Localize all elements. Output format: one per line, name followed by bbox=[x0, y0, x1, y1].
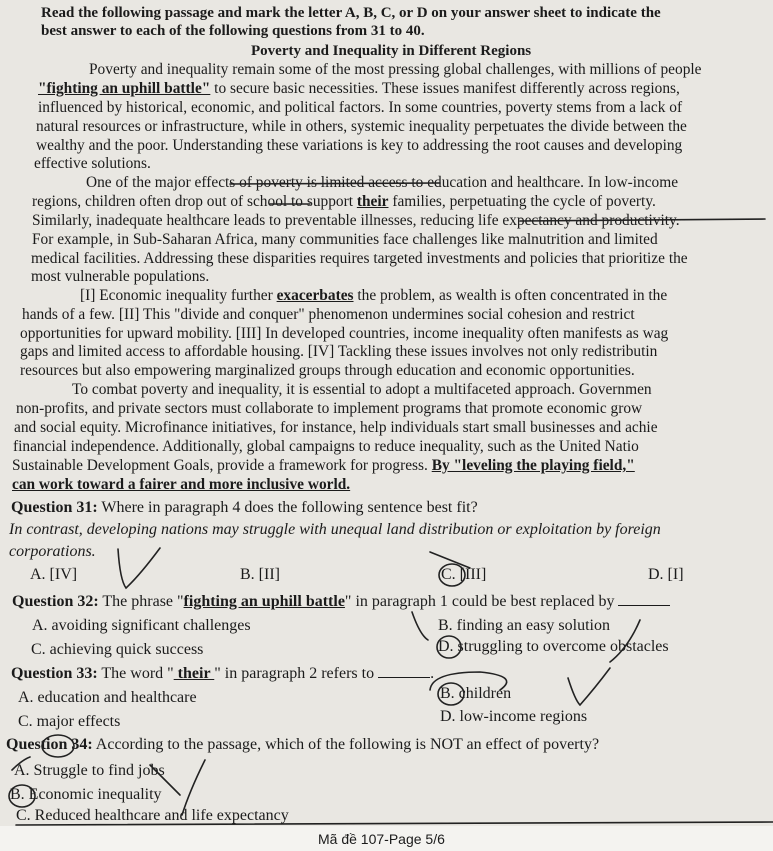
p4-line-5-text: Sustainable Development Goals, provide a framework for progress. bbox=[12, 457, 432, 474]
p4-line-3: and social equity. Microfinance initiatives, for instance, help individuals start small businesses and achie bbox=[14, 419, 658, 436]
check-mark-q31 bbox=[118, 548, 160, 588]
p2-line-3: Similarly, inadequate healthcare leads to preventable illnesses, reducing life expectancy and productivity. bbox=[32, 212, 680, 229]
q32-phrase: fighting an uphill battle bbox=[183, 593, 345, 610]
q31-option-d[interactable]: D. [I] bbox=[648, 566, 684, 583]
q34-option-c[interactable]: C. Reduced healthcare and life expectancy bbox=[16, 807, 289, 824]
q32-answer-blank[interactable] bbox=[618, 593, 670, 606]
q32-text-pre: The phrase " bbox=[98, 593, 184, 610]
passage-title: Poverty and Inequality in Different Regions bbox=[251, 43, 532, 59]
exam-code: Mã đề 107-Page 5/6 bbox=[318, 831, 445, 847]
p3-line-1 bbox=[80, 287, 667, 305]
p4-line-1: To combat poverty and inequality, it is essential to adopt a multifaceted approach. Governmen bbox=[72, 381, 652, 398]
q32-option-c[interactable]: C. achieving quick success bbox=[31, 641, 204, 658]
q34-stem bbox=[6, 736, 599, 754]
q31-sentence-line-1: In contrast, developing nations may struggle with unequal land distribution or exploitation by foreign bbox=[9, 521, 661, 538]
p3-line-3: opportunities for upward mobility. [III] In developed countries, income inequality often manifests as wag bbox=[20, 325, 669, 342]
q31-stem bbox=[11, 499, 478, 517]
q32-stem bbox=[12, 593, 670, 611]
p3-line-4: gaps and limited access to affordable housing. [IV] Tackling these issues involves not only redistributin bbox=[20, 343, 658, 360]
q34-label: Question 34: bbox=[6, 736, 93, 753]
q31-label: Question 31: bbox=[11, 499, 98, 516]
q32-option-d[interactable]: D. struggling to overcome obstacles bbox=[438, 638, 669, 655]
p1-line-5: wealthy and the poor. Understanding these variations is key to addressing the root causes and developing bbox=[36, 137, 683, 154]
p4-line-6: can work toward a fairer and more inclusive world. bbox=[12, 476, 351, 493]
q33-word: their bbox=[173, 665, 215, 682]
p4-line-2: non-profits, and private sectors must collaborate to implement programs that promote economic grow bbox=[16, 400, 643, 417]
q33-option-b[interactable]: B. children bbox=[440, 685, 512, 702]
p3-line-2: hands of a few. [II] This "divide and conquer" phenomenon undermines social cohesion and restrict bbox=[22, 306, 635, 323]
p1-line-2-text: to secure basic necessities. These issues manifest differently across regions, bbox=[210, 80, 680, 97]
p3-line-1-text-a: [I] Economic inequality further bbox=[80, 287, 277, 304]
q31-option-a[interactable]: A. [IV] bbox=[30, 566, 78, 583]
q31-option-b[interactable]: B. [II] bbox=[240, 566, 280, 583]
p1-line-2 bbox=[38, 80, 680, 98]
q31-sentence-line-2: corporations. bbox=[9, 543, 96, 560]
p2-line-1: One of the major effects of poverty is limited access to education and healthcare. In low-income bbox=[86, 174, 679, 191]
page-footer bbox=[0, 826, 773, 851]
p2-line-5: medical facilities. Addressing these disparities requires targeted investments and policies that prioritize the bbox=[31, 250, 688, 267]
q33-answer-blank[interactable] bbox=[378, 665, 430, 678]
p3-line-1-text-b: the problem, as wealth is often concentrated in the bbox=[353, 287, 668, 304]
p2-line-6: most vulnerable populations. bbox=[31, 268, 210, 285]
q34-text: According to the passage, which of the following is NOT an effect of poverty? bbox=[92, 736, 600, 753]
q33-text-pre: The word " bbox=[97, 665, 174, 682]
q32-text-post: " in paragraph 1 could be best replaced by bbox=[344, 593, 615, 610]
p2-line-2 bbox=[32, 193, 656, 211]
instructions-line-1: Read the following passage and mark the letter A, B, C, or D on your answer sheet to indicate the bbox=[41, 5, 661, 21]
q31-option-c[interactable]: C. [III] bbox=[441, 566, 487, 583]
q33-label: Question 33: bbox=[11, 665, 98, 682]
phrase-fighting-uphill-battle: "fighting an uphill battle" bbox=[38, 80, 211, 97]
p4-line-5 bbox=[12, 457, 635, 475]
q32-label: Question 32: bbox=[12, 593, 99, 610]
p1-line-3: influenced by historical, economic, and political factors. In some countries, poverty stems from a lack of bbox=[38, 99, 683, 116]
p2-line-2-text-a: regions, children often drop out of school to support bbox=[32, 193, 357, 210]
q34-option-a[interactable]: A. Struggle to find jobs bbox=[14, 762, 165, 779]
p3-line-5: resources but also empowering marginalized groups through education and economic opportunities. bbox=[20, 362, 635, 379]
p4-line-4: financial independence. Additionally, global campaigns to reduce inequality, such as the United Natio bbox=[13, 438, 639, 455]
phrase-leveling-field: By "leveling the playing field," bbox=[431, 457, 635, 474]
q33-option-a[interactable]: A. education and healthcare bbox=[18, 689, 197, 706]
q33-option-d[interactable]: D. low-income regions bbox=[440, 708, 588, 725]
q33-stem: Question 33: The word " their " in paragraph 2 refers to . bbox=[11, 665, 435, 682]
check-mark-q33 bbox=[568, 668, 610, 705]
word-exacerbates: exacerbates bbox=[276, 287, 354, 304]
instructions-line-2: best answer to each of the following questions from 31 to 40. bbox=[41, 23, 425, 39]
p1-line-4: natural resources or infrastructure, while in others, systemic inequality perpetuates the divide between the bbox=[36, 118, 687, 135]
word-their: their bbox=[356, 193, 389, 210]
check-mark-q32-a bbox=[412, 612, 428, 640]
q34-option-b[interactable]: B. Economic inequality bbox=[10, 786, 162, 803]
q31-text: Where in paragraph 4 does the following sentence best fit? bbox=[97, 499, 478, 516]
p2-line-2-text-b: families, perpetuating the cycle of poverty. bbox=[388, 193, 656, 210]
p2-line-4: For example, in Sub-Saharan Africa, many communities face challenges like malnutrition and limited bbox=[32, 231, 658, 248]
p1-line-6: effective solutions. bbox=[34, 155, 151, 172]
q33-text-post: " in paragraph 2 refers to bbox=[214, 665, 375, 682]
q33-option-c[interactable]: C. major effects bbox=[18, 713, 121, 730]
q32-option-b[interactable]: B. finding an easy solution bbox=[438, 617, 610, 634]
q32-option-a[interactable]: A. avoiding significant challenges bbox=[32, 617, 251, 634]
p1-line-1: Poverty and inequality remain some of the most pressing global challenges, with millions of people bbox=[89, 61, 702, 78]
